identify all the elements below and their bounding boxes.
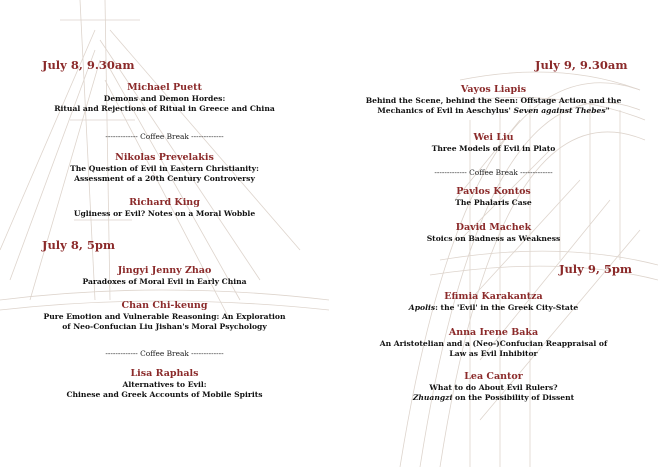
title-italic-text: Seven against Thebes — [513, 106, 606, 115]
day-heading-july8-afternoon: July 8, 5pm — [42, 238, 116, 252]
speaker-name: Efimia Karakantza — [444, 291, 543, 302]
talk-title-line: What to do About Evil Rulers? — [429, 383, 558, 392]
talk-baka — [329, 327, 658, 359]
title-text: " — [605, 106, 610, 115]
talk-liapis — [329, 84, 658, 116]
speaker-name: Chan Chi-keung — [121, 300, 208, 311]
talk-title-line: Pure Emotion and Vulnerable Reasoning: An Exploration — [43, 312, 286, 321]
speaker-name: Michael Puett — [127, 82, 202, 93]
coffee-break: ------------- Coffee Break ------------- — [434, 168, 553, 177]
speaker-name: Anna Irene Baka — [448, 327, 539, 338]
talk-title-line: Alternatives to Evil: — [122, 380, 207, 389]
talk-kontos — [329, 186, 658, 208]
right-column — [329, 0, 658, 467]
talk-liu — [329, 132, 658, 154]
title-italic-text: Zhuangzi — [412, 393, 453, 402]
title-text: Mechanics of Evil in Aeschylus' — [377, 106, 514, 115]
day-heading-july9-afternoon: July 9, 5pm — [559, 262, 633, 276]
speaker-name: David Machek — [455, 222, 532, 233]
talk-chan — [0, 300, 329, 332]
talk-title-line: of Neo-Confucian Liu Jishan's Moral Psychology — [62, 322, 267, 331]
speaker-name: Vayos Liapis — [460, 84, 527, 95]
talk-title-line: An Aristotelian and a (Neo-)Confucian Reappraisal of — [379, 339, 608, 348]
talk-raphals — [0, 368, 329, 400]
day-heading-july8-morning: July 8, 9.30am — [42, 58, 135, 72]
title-italic-text: Apolis — [408, 303, 436, 312]
coffee-break: ------------- Coffee Break ------------- — [105, 349, 224, 358]
talk-cantor — [329, 371, 658, 403]
talk-title-line: Stoics on Badness as Weakness — [426, 234, 561, 243]
speaker-name: Richard King — [129, 197, 200, 208]
talk-title-line: The Phalaris Case — [455, 198, 532, 207]
speaker-name: Wei Liu — [473, 132, 514, 143]
talk-title-line: Paradoxes of Moral Evil in Early China — [82, 277, 247, 286]
talk-title-line: Demons and Demon Hordes: — [103, 94, 226, 103]
talk-title-line: Assessment of a 20th Century Controversy — [74, 174, 255, 183]
talk-title-line: Chinese and Greek Accounts of Mobile Spirits — [66, 390, 263, 399]
day-heading-july9-morning: July 9, 9.30am — [535, 58, 628, 72]
talk-machek — [329, 222, 658, 244]
talk-title-line: The Question of Evil in Eastern Christianity: — [70, 164, 259, 173]
title-text: : the 'Evil' in the Greek City-State — [435, 303, 579, 312]
talk-puett — [0, 82, 329, 114]
speaker-name: Pavlos Kontos — [456, 186, 531, 197]
speaker-name: Lisa Raphals — [130, 368, 199, 379]
talk-title-line: Ritual and Rejections of Ritual in Greece and China — [54, 104, 275, 113]
talk-title-line — [329, 303, 658, 313]
coffee-break: ------------- Coffee Break ------------- — [105, 132, 224, 141]
title-text: on the Possibility of Dissent — [452, 393, 575, 402]
talk-title-line — [329, 393, 658, 403]
talk-title-line: Three Models of Evil in Plato — [431, 144, 556, 153]
talk-king — [0, 197, 329, 219]
talk-prevelakis — [0, 152, 329, 184]
talk-title-line: Ugliness or Evil? Notes on a Moral Wobble — [73, 209, 256, 218]
talk-zhao — [0, 265, 329, 287]
speaker-name: Jingyi Jenny Zhao — [117, 265, 212, 276]
speaker-name: Lea Cantor — [464, 371, 523, 382]
talk-title-line: Law as Evil Inhibitor — [449, 349, 538, 358]
speaker-name: Nikolas Prevelakis — [115, 152, 214, 163]
talk-title-line: Behind the Scene, behind the Seen: Offstage Action and the — [365, 96, 622, 105]
talk-karakantza — [329, 291, 658, 313]
talk-title-line — [329, 106, 658, 116]
